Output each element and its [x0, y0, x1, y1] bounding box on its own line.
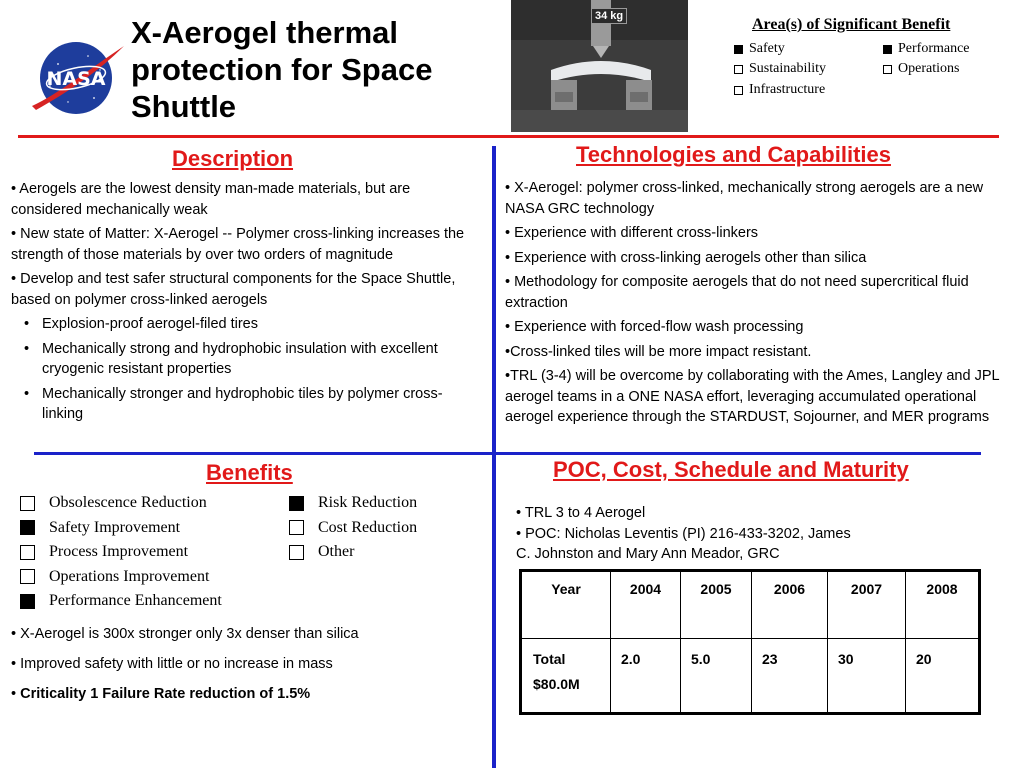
table-cell: 23 [752, 639, 828, 714]
bullet-glyph: • [11, 626, 21, 642]
weight-label: 34 kg [591, 8, 627, 24]
table-row [521, 639, 980, 714]
table-header-cell: 2008 [906, 571, 980, 639]
bullet-glyph: • [11, 686, 21, 702]
area-label: Safety [749, 41, 785, 56]
table-cell: 30 [828, 639, 906, 714]
benefits-right-list [289, 491, 417, 565]
checkbox-empty-icon [20, 545, 35, 560]
description-body [11, 179, 483, 429]
table-header-cell: 2006 [752, 571, 828, 639]
area-label: Infrastructure [749, 82, 826, 97]
area-checkbox-operations [883, 61, 959, 77]
area-label: Performance [898, 41, 970, 56]
checkbox-checked-icon [20, 520, 35, 535]
bullet-text: Criticality 1 Failure Rate reduction of 1.5% [20, 686, 311, 702]
benefit-label: Safety Improvement [49, 518, 181, 536]
benefit-label: Cost Reduction [318, 518, 418, 536]
benefit-label: Operations Improvement [49, 567, 210, 585]
table-header-cell: 2004 [611, 571, 681, 639]
poc-body [516, 503, 986, 565]
table-cell: 20 [906, 639, 980, 714]
nasa-meatball-icon [28, 36, 128, 120]
table-header-cell: 2007 [828, 571, 906, 639]
technology-item: • Methodology for composite aerogels that do not need supercritical fluid extraction [505, 274, 969, 311]
technologies-heading: Technologies and Capabilities [576, 142, 891, 167]
benefit-label: Risk Reduction [318, 494, 418, 511]
bullet-text: X-Aerogel is 300x stronger only 3x denser than silica [20, 626, 359, 642]
row-label-line: $80.0M [533, 676, 580, 692]
checkbox-checked-icon [734, 45, 743, 54]
vertical-divider [492, 146, 496, 768]
table-row-label [521, 639, 611, 714]
area-checkbox-safety [734, 41, 785, 57]
description-heading: Description [172, 146, 294, 171]
benefit-checkbox-risk [289, 491, 417, 516]
table-header-cell: 2005 [681, 571, 752, 639]
benefit-checkbox-performance [20, 589, 222, 614]
checkbox-empty-icon [289, 545, 304, 560]
checkbox-empty-icon [20, 569, 35, 584]
benefit-label: Other [318, 543, 355, 560]
technology-item: •Cross-linked tiles will be more impact resistant. [505, 343, 812, 360]
list-item: • Mechanically strong and hydrophobic insulation with excellent cryogenic resistant properties [11, 339, 483, 380]
technology-item: • Experience with forced-flow wash processing [505, 319, 804, 335]
area-checkbox-infrastructure [734, 82, 825, 98]
checkbox-empty-icon [883, 65, 892, 74]
checkbox-checked-icon [20, 594, 35, 609]
technology-item: • Experience with cross-linking aerogels other than silica [505, 249, 867, 266]
area-label: Sustainability [749, 61, 826, 76]
benefit-checkbox-other [289, 540, 417, 565]
poc-line: C. Johnston and Mary Ann Meador, GRC [516, 546, 780, 562]
benefits-heading: Benefits [206, 460, 293, 485]
technology-item: •TRL (3-4) will be overcome by collaborating with the Ames, Langley and JPL aerogel teams in a ONE NASA effort, leveraging accumulated operational aerogel experience through the STARDUST, Sojourner, and MER programs [505, 368, 1000, 425]
description-sub-list [11, 314, 483, 425]
benefit-label: Obsolescence Reduction [49, 494, 207, 511]
checkbox-empty-icon [734, 86, 743, 95]
benefit-checkbox-operations [20, 565, 222, 590]
table-cell: 2.0 [611, 639, 681, 714]
benefits-bullets [11, 624, 481, 705]
row-label-line: Total [533, 651, 566, 667]
cost-table [519, 569, 981, 715]
description-paragraph: • Aerogels are the lowest density man-made materials, but are considered mechanically weak [11, 181, 411, 218]
benefit-checkbox-process [20, 540, 222, 565]
checkbox-empty-icon [734, 65, 743, 74]
bullet-glyph: • [11, 656, 21, 672]
benefit-checkbox-cost [289, 516, 417, 541]
description-paragraph: • New state of Matter: X-Aerogel -- Polymer cross-linking increases the strength of those materials by over two orders of magnitude [11, 226, 465, 263]
area-checkbox-sustainability [734, 61, 826, 77]
page-title: X-Aerogel thermal protection for Space Shuttle [131, 15, 433, 124]
benefit-bullet [11, 684, 481, 705]
poc-line: • POC: Nicholas Leventis (PI) 216-433-3202, James [516, 525, 851, 542]
benefit-checkbox-obsolescence [20, 491, 222, 516]
nasa-logo [28, 36, 128, 120]
nasa-logo-text: NASA [46, 68, 106, 90]
area-label: Operations [898, 61, 960, 76]
list-item: • Mechanically stronger and hydrophobic tiles by polymer cross-linking [11, 384, 483, 425]
top-divider [18, 135, 999, 138]
technology-item: • Experience with different cross-linkers [505, 225, 759, 241]
table-header-cell: Year [521, 571, 611, 639]
checkbox-checked-icon [883, 45, 892, 54]
area-checkbox-performance [883, 41, 970, 57]
benefit-bullet [11, 624, 481, 645]
poc-line: • TRL 3 to 4 Aerogel [516, 505, 646, 521]
benefits-left-list [20, 491, 222, 614]
benefit-label: Process Improvement [49, 543, 189, 560]
benefit-label: Performance Enhancement [49, 592, 222, 609]
list-item: • Explosion-proof aerogel-filed tires [11, 314, 483, 335]
benefit-area-title: Area(s) of Significant Benefit [752, 16, 951, 33]
bullet-text: Improved safety with little or no increase in mass [20, 656, 333, 672]
benefit-checkbox-safety [20, 516, 222, 541]
table-cell: 5.0 [681, 639, 752, 714]
checkbox-empty-icon [20, 496, 35, 511]
description-paragraph: • Develop and test safer structural components for the Space Shuttle, based on polymer cross-linked aerogels [11, 271, 456, 308]
poc-heading: POC, Cost, Schedule and Maturity [553, 457, 909, 482]
table-header-row [521, 571, 980, 639]
checkbox-checked-icon [289, 496, 304, 511]
technologies-body [505, 178, 1017, 432]
benefit-bullet [11, 654, 481, 675]
middle-divider [34, 452, 981, 455]
checkbox-empty-icon [289, 520, 304, 535]
technology-item: • X-Aerogel: polymer cross-linked, mechanically strong aerogels are a new NASA GRC technology [505, 180, 984, 217]
